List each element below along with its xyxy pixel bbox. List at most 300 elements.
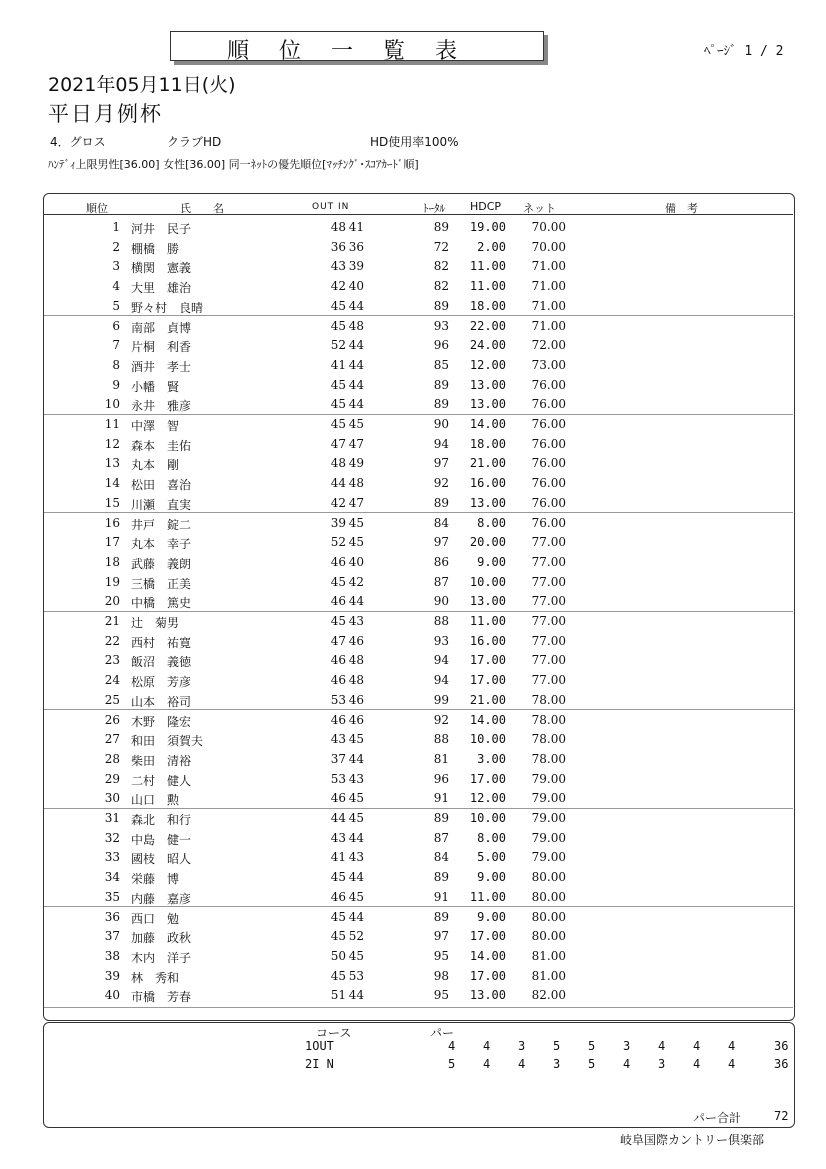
- hdcp-cell: 11.00: [469, 614, 506, 628]
- name-cell: 中橋 篤史: [131, 596, 192, 611]
- in-cell: 45: [348, 948, 364, 963]
- rank-cell: 1: [112, 220, 120, 234]
- out-cell: 52: [330, 338, 346, 353]
- total-cell: 89: [433, 870, 449, 885]
- total-cell: 89: [433, 909, 449, 924]
- net-cell: 78.00: [531, 732, 566, 747]
- in-cell: 41: [348, 220, 364, 234]
- par-total-label: パー合計: [693, 1111, 742, 1125]
- rank-cell: 14: [104, 476, 120, 491]
- name-cell: 武藤 義朗: [131, 556, 192, 571]
- in-cell: 48: [348, 653, 364, 668]
- col-net: ネット: [523, 202, 556, 215]
- total-cell: 96: [433, 338, 449, 353]
- name-cell: 松原 芳彦: [131, 675, 192, 690]
- hdcp-cell: 18.00: [469, 298, 506, 313]
- hdcp-cell: 17.00: [469, 929, 506, 944]
- out-cell: 45: [330, 929, 346, 944]
- net-cell: 70.00: [531, 239, 566, 254]
- in-cell: 46: [348, 712, 364, 727]
- table-row: [44, 434, 793, 454]
- out-cell: 46: [330, 554, 346, 569]
- out-cell: 45: [330, 574, 346, 589]
- table-row: [44, 907, 793, 927]
- table-row: [44, 532, 793, 552]
- in-cell: 45: [348, 535, 364, 550]
- rank-cell: 29: [104, 771, 120, 786]
- table-row: [44, 552, 793, 572]
- net-cell: 80.00: [531, 909, 566, 924]
- hdcp-cell: 13.00: [469, 397, 506, 412]
- out-cell: 48: [330, 220, 346, 234]
- net-cell: 76.00: [531, 377, 566, 392]
- name-cell: 西村 祐寛: [131, 635, 192, 650]
- rank-cell: 38: [104, 948, 120, 963]
- out-cell: 41: [330, 357, 346, 372]
- hdcp-cell: 21.00: [469, 456, 506, 471]
- total-cell: 98: [433, 968, 449, 983]
- rank-cell: 13: [104, 456, 120, 471]
- par-row-in: [0, 1057, 826, 1073]
- title-box: [170, 31, 544, 64]
- net-cell: 71.00: [531, 279, 566, 294]
- name-cell: 山本 裕司: [131, 694, 192, 709]
- net-cell: 77.00: [531, 673, 566, 688]
- par-cell: 3: [623, 1039, 631, 1053]
- rank-cell: 36: [104, 909, 120, 924]
- out-cell: 42: [330, 279, 346, 294]
- net-cell: 71.00: [531, 298, 566, 313]
- total-cell: 88: [433, 614, 449, 628]
- hdcp-cell: 17.00: [469, 771, 506, 786]
- out-cell: 51: [330, 988, 346, 1003]
- table-row: [44, 355, 793, 375]
- net-cell: 79.00: [531, 830, 566, 845]
- name-cell: 棚橋 勝: [131, 241, 180, 256]
- out-cell: 45: [330, 968, 346, 983]
- total-cell: 93: [433, 318, 449, 333]
- name-cell: 片桐 利香: [131, 340, 192, 355]
- out-cell: 46: [330, 673, 346, 688]
- in-cell: 43: [348, 771, 364, 786]
- rank-cell: 25: [104, 692, 120, 707]
- name-cell: 三橋 正美: [131, 576, 192, 591]
- total-cell: 94: [433, 436, 449, 451]
- hdcp-cell: 10.00: [469, 574, 506, 589]
- in-cell: 40: [348, 554, 364, 569]
- par-cell: 4: [728, 1057, 736, 1071]
- out-cell: 43: [330, 259, 346, 274]
- in-cell: 44: [348, 377, 364, 392]
- in-cell: 46: [348, 633, 364, 648]
- net-cell: 80.00: [531, 889, 566, 904]
- in-cell: 44: [348, 870, 364, 885]
- net-cell: 71.00: [531, 318, 566, 333]
- in-cell: 44: [348, 357, 364, 372]
- table-row: [44, 453, 793, 473]
- par-cell: 4: [518, 1057, 526, 1071]
- out-cell: 45: [330, 614, 346, 628]
- hdcp-cell: 14.00: [469, 417, 506, 431]
- net-cell: 76.00: [531, 515, 566, 530]
- in-cell: 44: [348, 298, 364, 313]
- total-cell: 90: [433, 594, 449, 609]
- rank-cell: 33: [104, 850, 120, 865]
- name-cell: 林 秀和: [131, 970, 180, 985]
- name-cell: 木野 隆宏: [131, 714, 192, 729]
- out-cell: 46: [330, 594, 346, 609]
- par-row-out-name: 1OUT: [305, 1039, 334, 1053]
- hdcp-cell: 24.00: [469, 338, 506, 353]
- hdcp-cell: 11.00: [469, 259, 506, 274]
- hdcp-cell: 21.00: [469, 692, 506, 707]
- net-cell: 79.00: [531, 850, 566, 865]
- total-cell: 87: [433, 574, 449, 589]
- rank-cell: 18: [104, 554, 120, 569]
- total-cell: 89: [433, 397, 449, 412]
- table-row: [44, 217, 793, 237]
- page-number: [704, 40, 783, 59]
- in-cell: 36: [348, 239, 364, 254]
- name-cell: 栄藤 博: [131, 872, 180, 887]
- out-cell: 39: [330, 515, 346, 530]
- par-cell: 4: [623, 1057, 631, 1071]
- total-cell: 93: [433, 633, 449, 648]
- out-cell: 45: [330, 318, 346, 333]
- total-cell: 94: [433, 653, 449, 668]
- rank-cell: 31: [104, 811, 120, 825]
- table-row: [44, 296, 793, 317]
- name-cell: 丸本 剛: [131, 458, 180, 473]
- net-cell: 77.00: [531, 574, 566, 589]
- total-cell: 88: [433, 732, 449, 747]
- total-cell: 81: [433, 751, 449, 766]
- out-cell: 44: [330, 476, 346, 491]
- out-cell: 44: [330, 811, 346, 825]
- total-cell: 89: [433, 495, 449, 510]
- page-value: 1 / 2: [744, 44, 784, 59]
- course-box: [43, 1022, 795, 1128]
- out-cell: 46: [330, 653, 346, 668]
- par-cell: 5: [553, 1039, 561, 1053]
- table-row: [44, 985, 793, 1005]
- net-cell: 77.00: [531, 653, 566, 668]
- total-cell: 87: [433, 830, 449, 845]
- col-name: 氏 名: [180, 202, 224, 215]
- net-cell: 76.00: [531, 456, 566, 471]
- par-cell: 4: [483, 1057, 491, 1071]
- rank-cell: 34: [104, 870, 120, 885]
- rank-cell: 11: [104, 417, 120, 431]
- in-cell: 44: [348, 751, 364, 766]
- net-cell: 78.00: [531, 692, 566, 707]
- table-row: [44, 473, 793, 493]
- par-cell: 5: [588, 1039, 596, 1053]
- handicap-note: ﾊﾝﾃﾞｨ上限男性[36.00] 女性[36.00] 同一ﾈｯﾄの優先順位[ﾏｯﾁﾝｸﾞ･ｽｺｱｶｰﾄﾞ順]: [48, 158, 419, 171]
- rank-cell: 21: [104, 614, 120, 628]
- hdcp-cell: 10.00: [469, 811, 506, 825]
- in-cell: 44: [348, 988, 364, 1003]
- in-cell: 53: [348, 968, 364, 983]
- hdcp-cell: 16.00: [469, 633, 506, 648]
- net-cell: 76.00: [531, 476, 566, 491]
- par-row-in-name: 2I N: [305, 1057, 334, 1071]
- net-cell: 76.00: [531, 436, 566, 451]
- col-total: ﾄｰﾀﾙ: [423, 202, 445, 215]
- in-cell: 45: [348, 889, 364, 904]
- table-row: [44, 690, 793, 711]
- hdcp-cell: 13.00: [469, 594, 506, 609]
- name-cell: 横関 憲義: [131, 261, 192, 276]
- name-cell: 大里 雄治: [131, 281, 192, 296]
- name-cell: 山口 勲: [131, 793, 180, 808]
- table-end-divider: [44, 1007, 793, 1008]
- net-cell: 77.00: [531, 535, 566, 550]
- table-row: [44, 887, 793, 908]
- rank-cell: 4: [112, 279, 120, 294]
- table-row: [44, 513, 793, 533]
- table-row: [44, 670, 793, 690]
- total-cell: 95: [433, 948, 449, 963]
- hdcp-cell: 5.00: [477, 850, 506, 865]
- hdcp-cell: 20.00: [469, 535, 506, 550]
- out-cell: 36: [330, 239, 346, 254]
- table-row: [44, 847, 793, 867]
- rank-cell: 12: [104, 436, 120, 451]
- col-remarks: 備 考: [665, 202, 698, 215]
- out-cell: 45: [330, 417, 346, 431]
- out-cell: 45: [330, 397, 346, 412]
- par-cell: 4: [693, 1039, 701, 1053]
- table-row: [44, 591, 793, 612]
- name-cell: 永井 雅彦: [131, 399, 192, 414]
- rank-cell: 15: [104, 495, 120, 510]
- table-row: [44, 316, 793, 336]
- hdcp-cell: 9.00: [477, 870, 506, 885]
- in-cell: 48: [348, 476, 364, 491]
- table-row: [44, 572, 793, 592]
- in-cell: 45: [348, 417, 364, 431]
- table-row: [44, 788, 793, 809]
- hdcp-cell: 13.00: [469, 988, 506, 1003]
- hdcp-cell: 10.00: [469, 732, 506, 747]
- name-cell: 中島 健一: [131, 832, 192, 847]
- table-row: [44, 828, 793, 848]
- net-cell: 78.00: [531, 712, 566, 727]
- table-row: [44, 867, 793, 887]
- rank-cell: 22: [104, 633, 120, 648]
- total-cell: 82: [433, 259, 449, 274]
- rank-cell: 6: [112, 318, 120, 333]
- rank-cell: 24: [104, 673, 120, 688]
- in-cell: 48: [348, 318, 364, 333]
- total-cell: 84: [433, 515, 449, 530]
- hdcp-cell: 19.00: [469, 220, 506, 234]
- rank-cell: 2: [112, 239, 120, 254]
- total-cell: 92: [433, 712, 449, 727]
- net-cell: 73.00: [531, 357, 566, 372]
- rank-cell: 8: [112, 357, 120, 372]
- out-cell: 53: [330, 692, 346, 707]
- in-cell: 43: [348, 850, 364, 865]
- out-cell: 50: [330, 948, 346, 963]
- name-cell: 内藤 嘉彦: [131, 891, 192, 906]
- hdcp-cell: 16.00: [469, 476, 506, 491]
- name-cell: 井戸 錠二: [131, 517, 192, 532]
- name-cell: 國枝 昭人: [131, 852, 192, 867]
- hdcp-cell: 14.00: [469, 712, 506, 727]
- total-cell: 91: [433, 889, 449, 904]
- hdcp-cell: 18.00: [469, 436, 506, 451]
- net-cell: 77.00: [531, 633, 566, 648]
- rank-cell: 3: [112, 259, 120, 274]
- hdcp-cell: 2.00: [477, 239, 506, 254]
- rank-cell: 9: [112, 377, 120, 392]
- in-cell: 47: [348, 436, 364, 451]
- rank-cell: 7: [112, 338, 120, 353]
- par-cell: 4: [448, 1039, 456, 1053]
- hdcp-cell: 8.00: [477, 515, 506, 530]
- total-cell: 86: [433, 554, 449, 569]
- table-row: [44, 926, 793, 946]
- net-cell: 72.00: [531, 338, 566, 353]
- par-cell: 5: [588, 1057, 596, 1071]
- net-cell: 79.00: [531, 791, 566, 806]
- in-cell: 44: [348, 397, 364, 412]
- out-cell: 45: [330, 909, 346, 924]
- out-cell: 42: [330, 495, 346, 510]
- name-cell: 和田 須賀夫: [131, 734, 204, 749]
- par-row-out: [0, 1039, 826, 1055]
- name-cell: 中澤 智: [131, 419, 180, 433]
- name-cell: 森本 圭佑: [131, 438, 192, 453]
- hdcp-cell: 8.00: [477, 830, 506, 845]
- total-cell: 82: [433, 279, 449, 294]
- rank-cell: 40: [104, 988, 120, 1003]
- in-cell: 47: [348, 495, 364, 510]
- total-cell: 99: [433, 692, 449, 707]
- page-label: ﾍﾟｰｼﾞ: [704, 44, 737, 59]
- in-cell: 42: [348, 574, 364, 589]
- out-cell: 47: [330, 633, 346, 648]
- table-row: [44, 335, 793, 355]
- in-cell: 45: [348, 732, 364, 747]
- rank-cell: 39: [104, 968, 120, 983]
- out-cell: 45: [330, 377, 346, 392]
- total-cell: 85: [433, 357, 449, 372]
- event-date: 2021年05月11日(火): [48, 74, 236, 96]
- name-cell: 市橋 芳春: [131, 990, 192, 1005]
- name-cell: 辻 菊男: [131, 616, 180, 630]
- par-cell: 3: [518, 1039, 526, 1053]
- hdcp-cell: 22.00: [469, 318, 506, 333]
- out-cell: 52: [330, 535, 346, 550]
- course-label: コース: [316, 1026, 352, 1040]
- total-cell: 96: [433, 771, 449, 786]
- in-cell: 44: [348, 830, 364, 845]
- rank-cell: 27: [104, 732, 120, 747]
- net-cell: 80.00: [531, 929, 566, 944]
- hd-rate: HD使用率100%: [370, 135, 459, 149]
- total-cell: 89: [433, 298, 449, 313]
- table-row: [44, 375, 793, 395]
- col-outin: OUT IN: [312, 202, 350, 212]
- par-total-out: 36: [774, 1039, 789, 1053]
- name-cell: 木内 洋子: [131, 950, 192, 965]
- in-cell: 39: [348, 259, 364, 274]
- table-row: [44, 769, 793, 789]
- table-row: [44, 650, 793, 670]
- out-cell: 47: [330, 436, 346, 451]
- rank-cell: 30: [104, 791, 120, 806]
- rank-cell: 10: [104, 397, 120, 412]
- total-cell: 92: [433, 476, 449, 491]
- total-cell: 72: [433, 239, 449, 254]
- par-total-value: 72: [774, 1109, 789, 1123]
- net-cell: 76.00: [531, 397, 566, 412]
- hdcp-cell: 3.00: [477, 751, 506, 766]
- name-cell: 飯沼 義徳: [131, 655, 192, 670]
- out-cell: 46: [330, 889, 346, 904]
- in-cell: 44: [348, 909, 364, 924]
- net-cell: 81.00: [531, 948, 566, 963]
- in-cell: 45: [348, 791, 364, 806]
- par-cell: 5: [448, 1057, 456, 1071]
- net-cell: 82.00: [531, 988, 566, 1003]
- table-row: [44, 493, 793, 514]
- out-cell: 43: [330, 830, 346, 845]
- hdcp-cell: 17.00: [469, 653, 506, 668]
- in-cell: 44: [348, 594, 364, 609]
- table-row: [44, 394, 793, 415]
- out-cell: 37: [330, 751, 346, 766]
- name-cell: 丸本 幸子: [131, 537, 192, 552]
- in-cell: 43: [348, 614, 364, 628]
- total-cell: 84: [433, 850, 449, 865]
- table-row: [44, 729, 793, 749]
- hdcp-cell: 9.00: [477, 909, 506, 924]
- table-row: [44, 611, 793, 631]
- name-cell: 森北 和行: [131, 813, 192, 827]
- net-cell: 79.00: [531, 771, 566, 786]
- par-total-in: 36: [774, 1057, 789, 1071]
- total-cell: 94: [433, 673, 449, 688]
- in-cell: 52: [348, 929, 364, 944]
- col-rank: 順位: [86, 202, 108, 215]
- hdcp-cell: 11.00: [469, 889, 506, 904]
- header-divider: [44, 214, 793, 215]
- table-row: [44, 276, 793, 296]
- name-cell: 南部 貞博: [131, 320, 192, 335]
- col-hdcp: HDCP: [470, 200, 502, 213]
- total-cell: 89: [433, 377, 449, 392]
- name-cell: 河井 民子: [131, 222, 192, 236]
- rank-cell: 16: [104, 515, 120, 530]
- name-cell: 松田 喜治: [131, 478, 192, 493]
- in-cell: 44: [348, 338, 364, 353]
- net-cell: 77.00: [531, 554, 566, 569]
- par-cell: 4: [728, 1039, 736, 1053]
- name-cell: 加藤 政秋: [131, 931, 192, 946]
- par-cell: 4: [483, 1039, 491, 1053]
- name-cell: 二村 健人: [131, 773, 192, 788]
- total-cell: 90: [433, 417, 449, 431]
- table-row: [44, 631, 793, 651]
- total-cell: 91: [433, 791, 449, 806]
- in-cell: 45: [348, 515, 364, 530]
- hdcp-cell: 13.00: [469, 377, 506, 392]
- in-cell: 49: [348, 456, 364, 471]
